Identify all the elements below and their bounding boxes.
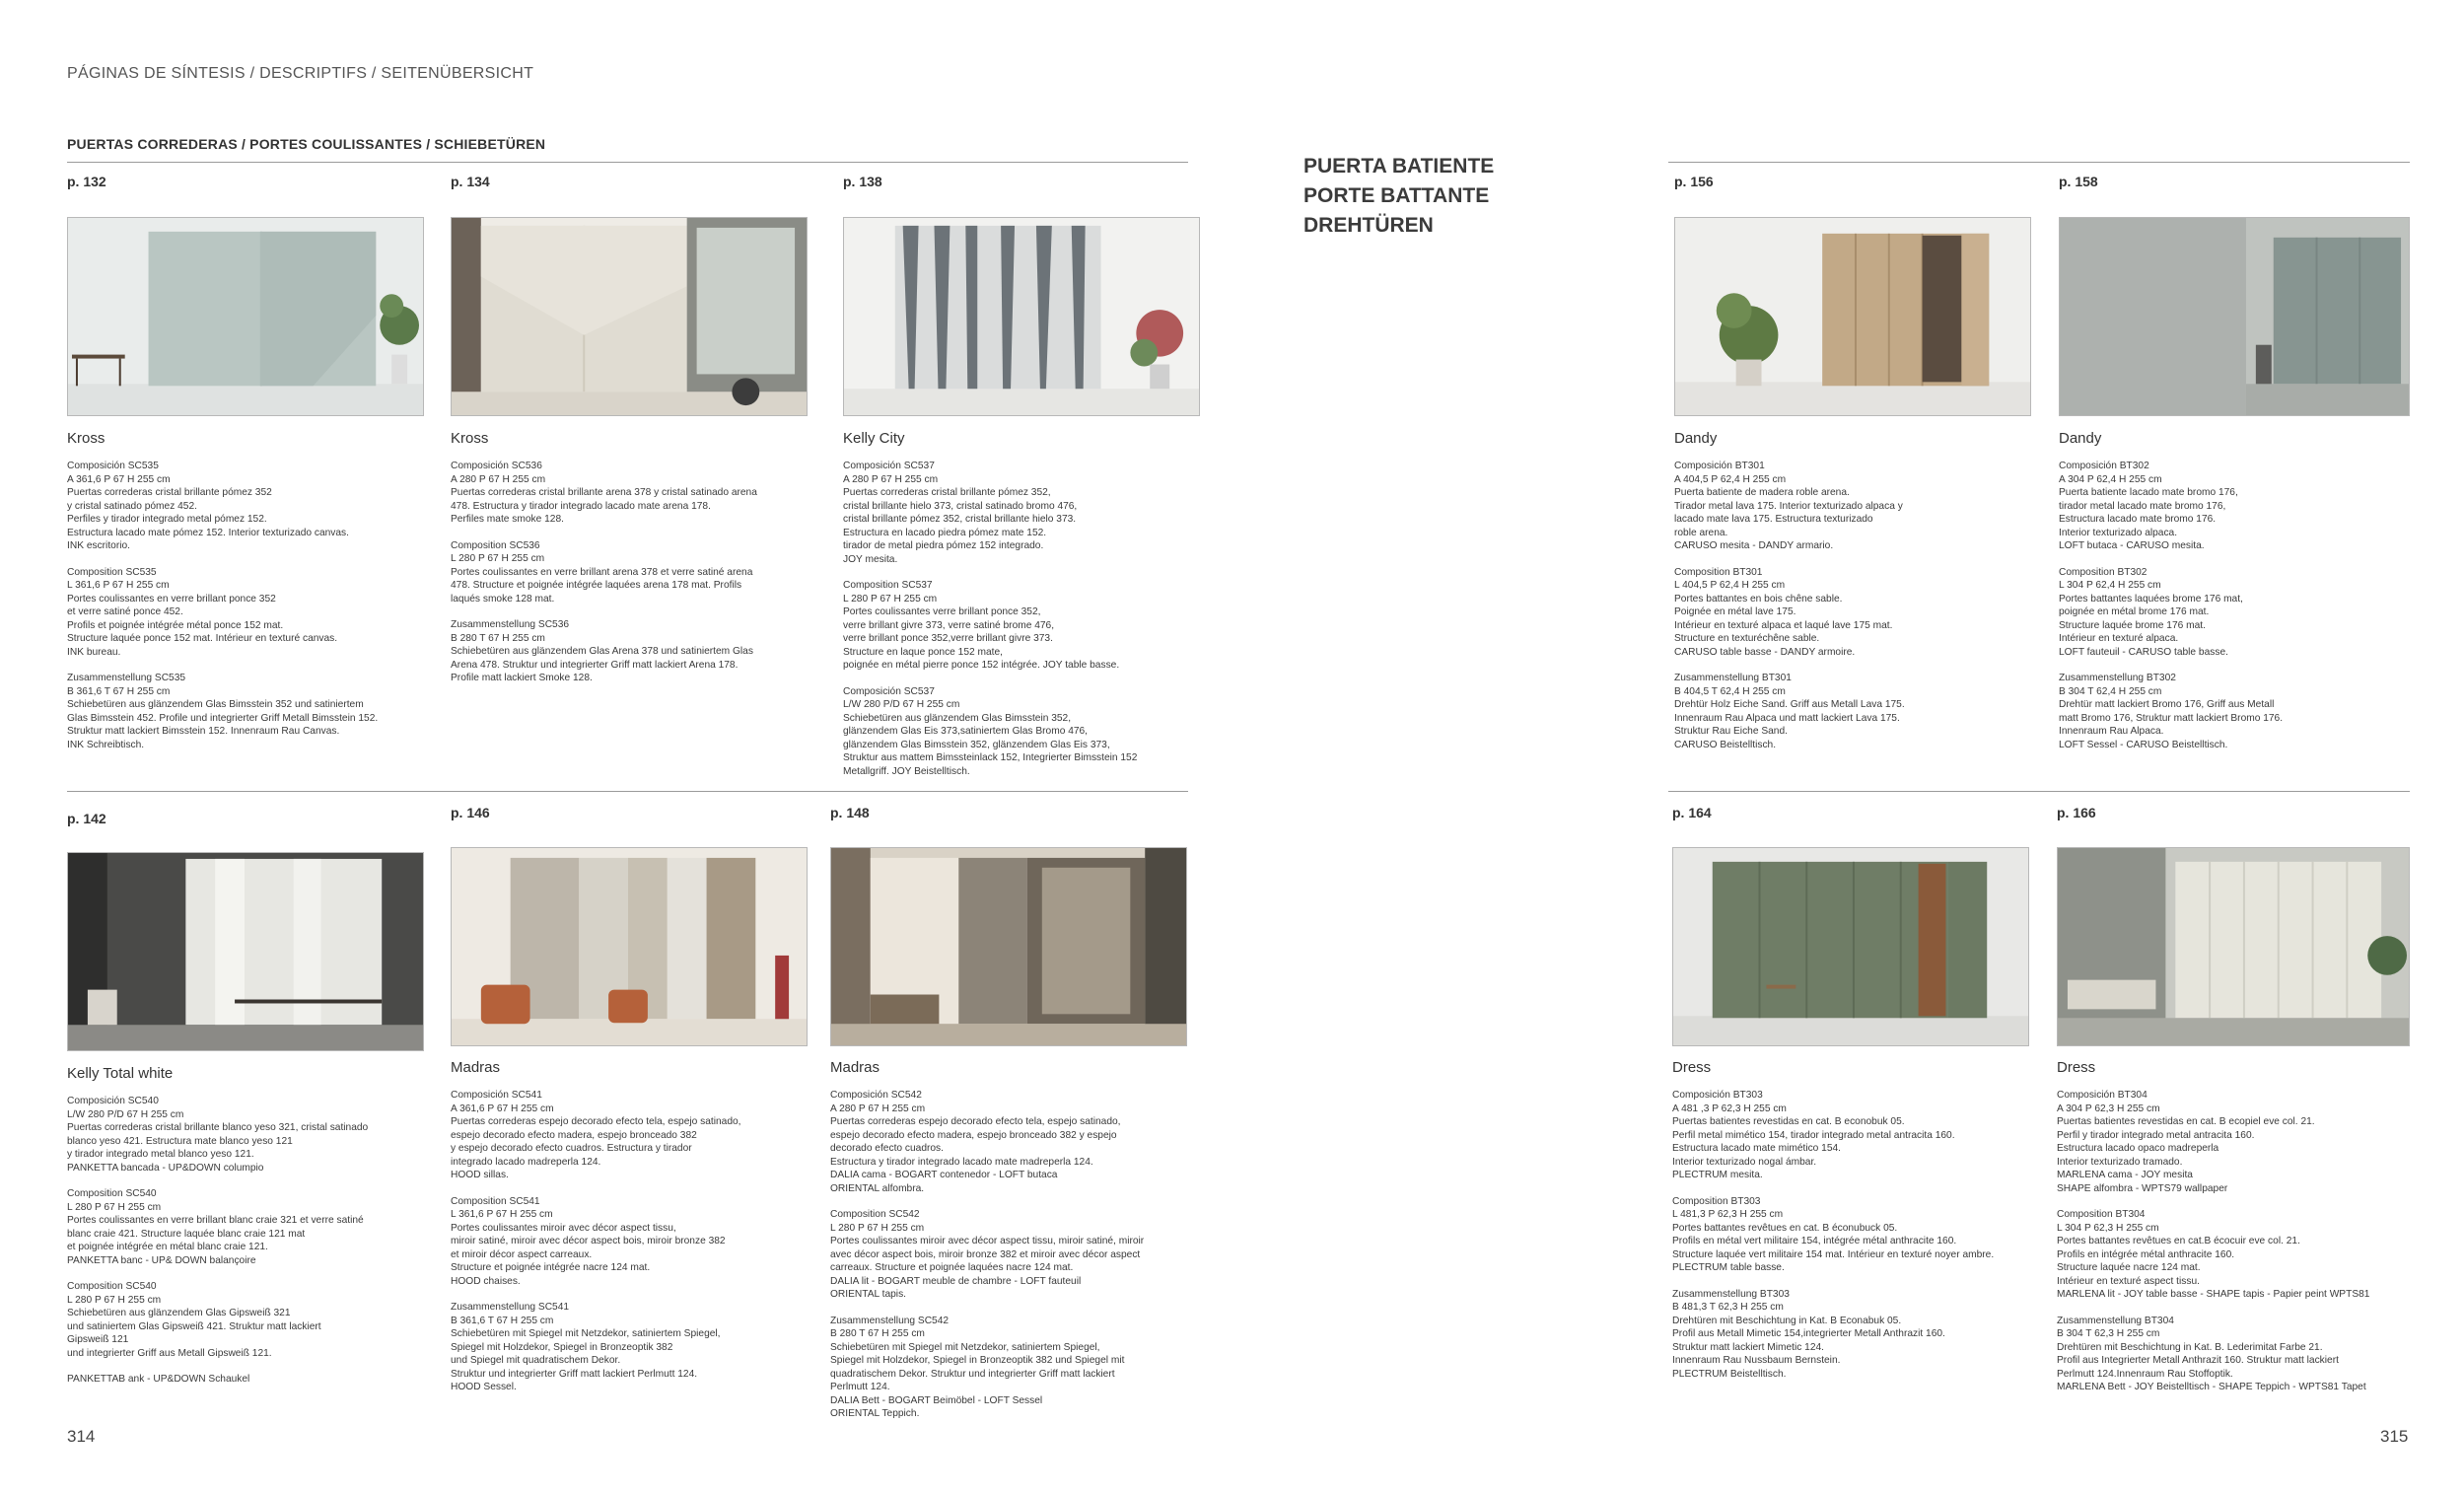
section-title-sliding-doors: PUERTAS CORREDERAS / PORTES COULISSANTES / SCHIEBETÜREN xyxy=(67,136,546,152)
product-photo-dandy-156 xyxy=(1674,217,2031,416)
hinged-title-de: DREHTÜREN xyxy=(1303,214,1434,237)
desc-es: Composición SC535 A 361,6 P 67 H 255 cm Puertas correderas cristal brillante pómez 352 y cristal satinado pómez 452. Perfiles y tirador integrado metal pómez 152. Estructura lacado mate pómez 152. Interior texturizado canvas. INK escritorio. xyxy=(67,461,349,551)
product-desc-156 xyxy=(1674,460,2049,751)
desc-fr: Composition SC535 L 361,6 P 67 H 255 cm Portes coulissantes en verre brillant ponce 352 et verre satiné ponce 452. Profils et poignée intégrée métal ponce 152 mat. Structure laquée ponce 152 mat. Intérieur en texturé canvas. INK bureau. xyxy=(67,566,338,658)
product-name-142: Kelly Total white xyxy=(67,1065,174,1082)
product-photo-kelly-total-white-142 xyxy=(67,852,424,1051)
product-photo-dandy-158 xyxy=(2059,217,2410,416)
desc-fr: Composition SC542 L 280 P 67 H 255 cm Portes coulissantes miroir avec décor aspect tissu, miroir satiné, miroir avec décor aspect bois, miroir bronze 382 et miroir avec décor aspect carreaux. Structure et poignée laquées nacre 124 mat. DALIA lit - BOGART meuble de chambre - LOFT fauteuil ORIENTAL tapis. xyxy=(830,1209,1145,1300)
product-name-132: Kross xyxy=(67,430,106,447)
desc-fr: Composition BT302 L 304 P 62,4 H 255 cm Portes battantes laquées brome 176 mat, poignée en métal brome 176 mat. Structure laquée brome 176 mat. Intérieur en texturé alpaca. LOFT fauteuil - CARUSO table basse. xyxy=(2059,566,2243,658)
desc-fr: Composition BT304 L 304 P 62,3 H 255 cm Portes battantes revêtues en cat.B écocuir eve col. 21. Profils en intégrée métal anthracite 160. Structure laquée nacre 124 mat. Intérieur en texturé aspect tissu. MARLENA lit - JOY table basse - SHAPE tapis - Papier peint WPTS81 xyxy=(2057,1209,2370,1300)
product-name-156: Dandy xyxy=(1674,430,1718,447)
product-desc-164 xyxy=(1672,1089,2047,1381)
divider-middle-left xyxy=(67,791,1188,792)
divider-top-right xyxy=(1668,162,2410,163)
desc-es: Composición BT304 A 304 P 62,3 H 255 cm Puertas batientes revestidas en cat. B ecopiel eve col. 21. Perfil y tirador integrado metal antracita 160. Estructura lacado opaco madreperla Interior texturizado tramado. MARLENA cama - JOY mesita SHAPE alfombra - WPTS79 wallpaper xyxy=(2057,1090,2315,1194)
page-ref-164: p. 164 xyxy=(1672,805,1712,820)
product-desc-142 xyxy=(67,1095,442,1387)
desc-fr: Composition BT303 L 481,3 P 62,3 H 255 cm Portes battantes revêtues en cat. B éconubuck 05. Profils en métal vert militaire 154, intégrée métal anthracite 160. Structure laquée vert militaire 154 mat. Intérieur en texturé noyer ambre. PLECTRUM table basse. xyxy=(1672,1195,1995,1273)
page-ref-138: p. 138 xyxy=(843,174,882,189)
divider-top-left xyxy=(67,162,1188,163)
product-desc-158 xyxy=(2059,460,2414,751)
page-ref-132: p. 132 xyxy=(67,174,106,189)
desc-es: Composición SC536 A 280 P 67 H 255 cm Puertas correderas cristal brillante arena 378 y cristal satinado arena 478. Estructura y tirador integrado lacado mate arena 178. Perfiles mate smoke 128. xyxy=(451,461,757,525)
desc-es: Composición BT302 A 304 P 62,4 H 255 cm Puerta batiente lacado mate bromo 176, tirador metal lacado mate bromo 176, Estructura lacado mate bromo 176. Interior texturizado alpaca. LOFT butaca - CARUSO mesita. xyxy=(2059,461,2238,551)
desc-extra: PANKETTAB ank - UP&DOWN Schaukel xyxy=(67,1374,250,1385)
desc-es: Composición SC541 A 361,6 P 67 H 255 cm Puertas correderas espejo decorado efecto tela, espejo satinado, espejo decorado efecto madera, espejo bronceado 382 y espejo decorado efecto cuadros. Estructura y tirador integrado lacado madreperla 124. HOOD sillas. xyxy=(451,1090,741,1180)
desc-es: Composición SC540 L/W 280 P/D 67 H 255 cm Puertas correderas cristal brillante blanco yeso 321, cristal satinado blanco yeso 421. Estructura mate blanco yeso 121 y tirador integrado metal blanco yeso 121. PANKETTA bancada - UP&DOWN columpio xyxy=(67,1096,369,1174)
product-desc-132 xyxy=(67,460,442,751)
product-name-166: Dress xyxy=(2057,1059,2096,1076)
page-ref-158: p. 158 xyxy=(2059,174,2098,189)
product-desc-166 xyxy=(2057,1089,2441,1394)
product-desc-138 xyxy=(843,460,1198,778)
desc-de: Zusammenstellung SC542 B 280 T 67 H 255 cm Schiebetüren mit Spiegel mit Netzdekor, satiniertem Spiegel, Spiegel mit Holzdekor, Spiegel in Bronzeoptik 382 und Spiegel mit quadratischem Dekor. Struktur und integrierter Griff matt lackiert Perlmutt 124. DALIA Bett - BOGART Beimöbel - LOFT Sessel ORIENTAL Teppich. xyxy=(830,1315,1125,1419)
page-number-right: 315 xyxy=(2380,1427,2409,1446)
desc-de: Composition SC540 L 280 P 67 H 255 cm Schiebetüren aus glänzendem Glas Gipsweiß 321 und satiniertem Glas Gipsweiß 421. Struktur matt lackiert Gipsweiß 121 und integrierter Griff aus Metall Gipsweiß 121. xyxy=(67,1281,321,1359)
desc-es: Composición BT301 A 404,5 P 62,4 H 255 cm Puerta batiente de madera roble arena. Tirador metal lava 175. Interior texturizado alpaca y lacado mate lava 175. Estructura texturizado roble arena. CARUSO mesita - DANDY armario. xyxy=(1674,461,1903,551)
page-ref-146: p. 146 xyxy=(451,805,490,820)
product-photo-kelly-city-138 xyxy=(843,217,1200,416)
desc-de: Zusammenstellung SC541 B 361,6 T 67 H 255 cm Schiebetüren mit Spiegel mit Netzdekor, satiniertem Spiegel, Spiegel mit Holzdekor, Spiegel in Bronzeoptik 382 und Spiegel mit quadratischem Dekor. Struktur und integrierter Griff matt lackiert Perlmutt 124. HOOD Sessel. xyxy=(451,1302,721,1392)
divider-middle-right xyxy=(1668,791,2410,792)
desc-es: Composición SC542 A 280 P 67 H 255 cm Puertas correderas espejo decorado efecto tela, espejo satinado, espejo decorado efecto madera, espejo bronceado 382 y espejo decorado efecto cuadros. Estructura y tirador integrado lacado mate madreperla 124. DALIA cama - BOGART contenedor - LOFT butaca ORIENTAL alfombra. xyxy=(830,1090,1121,1194)
hinged-title-es: PUERTA BATIENTE xyxy=(1303,155,1495,178)
page-ref-166: p. 166 xyxy=(2057,805,2096,820)
desc-de: Zusammenstellung BT302 B 304 T 62,4 H 255 cm Drehtür matt lackiert Bromo 176, Griff aus Metall matt Bromo 176, Struktur matt lackiert Bromo 176. Innenraum Rau Alpaca. LOFT Sessel - CARUSO Beistelltisch. xyxy=(2059,673,2284,750)
desc-de: Zusammenstellung SC536 B 280 T 67 H 255 cm Schiebetüren aus glänzendem Glas Arena 378 und satiniertem Glas Arena 478. Struktur und integrierter Griff matt lackiert Arena 178. Profile matt lackiert Smoke 128. xyxy=(451,619,753,683)
product-photo-madras-148 xyxy=(830,847,1187,1046)
product-desc-134 xyxy=(451,460,845,685)
product-photo-kross-132 xyxy=(67,217,424,416)
product-name-134: Kross xyxy=(451,430,489,447)
desc-fr: Composition SC541 L 361,6 P 67 H 255 cm Portes coulissantes miroir avec décor aspect tissu, miroir satiné, miroir avec décor aspect bois, miroir bronze 382 et miroir décor aspect carreaux. Structure et poignée intégrée nacre 124 mat. HOOD chaises. xyxy=(451,1195,726,1287)
desc-de: Zusammenstellung SC535 B 361,6 T 67 H 255 cm Schiebetüren aus glänzendem Glas Bimsstein 352 und satiniertem Glas Bimsstein 452. Profile und integrierter Griff Metall Bimsstein 152. Struktur matt lackiert Bimsstein 152. Innenraum Rau Canvas. INK Schreibtisch. xyxy=(67,673,379,750)
desc-de: Zusammenstellung BT304 B 304 T 62,3 H 255 cm Drehtüren mit Beschichtung in Kat. B. Lederimitat Farbe 21. Profil aus Integrierter Metall Anthrazit 160. Struktur matt lackiert Perlmutt 124.Innenraum Rau Stoffoptik. MARLENA Bett - JOY Beistelltisch - SHAPE Teppich - WPTS81 Tapet xyxy=(2057,1315,2366,1392)
page-header: PÁGINAS DE SÍNTESIS / DESCRIPTIFS / SEITENÜBERSICHT xyxy=(67,65,534,82)
product-name-138: Kelly City xyxy=(843,430,905,447)
product-name-148: Madras xyxy=(830,1059,880,1076)
desc-fr: Composition BT301 L 404,5 P 62,4 H 255 cm Portes battantes en bois chêne sable. Poignée en métal lave 175. Intérieur en texturé alpaca et laqué lave 175 mat. Structure en texturéchêne sable. CARUSO table basse - DANDY armoire. xyxy=(1674,566,1893,658)
desc-de: Zusammenstellung BT303 B 481,3 T 62,3 H 255 cm Drehtüren mit Beschichtung in Kat. B Econabuk 05. Profil aus Metall Mimetic 154,integrierter Metall Anthrazit 160. Struktur matt lackiert Mimetic 124. Innenraum Rau Nussbaum Bernstein. PLECTRUM Beistelltisch. xyxy=(1672,1288,1945,1380)
page-ref-148: p. 148 xyxy=(830,805,870,820)
section-title-hinged-doors xyxy=(1303,152,1494,241)
product-name-158: Dandy xyxy=(2059,430,2102,447)
desc-es: Composición BT303 A 481 ,3 P 62,3 H 255 cm Puertas batientes revestidas en cat. B econobuk 05. Perfil metal mimético 154, tirador integrado metal antracita 160. Estructura lacado mate mimético 154. Interior texturizado nogal ámbar. PLECTRUM mesita. xyxy=(1672,1090,1955,1180)
product-photo-kross-134 xyxy=(451,217,808,416)
page-number-left: 314 xyxy=(67,1427,96,1446)
desc-fr: Composition SC536 L 280 P 67 H 255 cm Portes coulissantes en verre brillant arena 378 et verre satiné arena 478. Structure et poignée intégrée laquées arena 178 mat. Profils laqués smoke 128 mat. xyxy=(451,539,753,605)
desc-fr: Composition SC540 L 280 P 67 H 255 cm Portes coulissantes en verre brillant blanc craie 321 et verre satiné blanc craie 421. Structure laquée blanc craie 121 mat et poignée intégrée en métal blanc craie 121. PANKETTA banc - UP& DOWN balançoire xyxy=(67,1188,364,1266)
page-ref-156: p. 156 xyxy=(1674,174,1714,189)
product-name-146: Madras xyxy=(451,1059,501,1076)
desc-fr: Composition SC537 L 280 P 67 H 255 cm Portes coulissantes verre brillant ponce 352, verre brillant givre 373, verre satiné brome 476, verre brillant ponce 352,verre brillant givre 373. Structure en laque ponce 152 mate, poignée en métal pierre ponce 152 intégrée. JOY table basse. xyxy=(843,580,1120,671)
product-photo-dress-164 xyxy=(1672,847,2029,1046)
product-desc-148 xyxy=(830,1089,1195,1421)
desc-es: Composición SC537 A 280 P 67 H 255 cm Puertas correderas cristal brillante pómez 352, cristal brillante hielo 373, cristal satinado bromo 476, cristal brillante pómez 352, cristal brillante hielo 373. Estructura en lacado piedra pómez mate 152. tirador de metal piedra pómez 152 integrado. JOY mesita. xyxy=(843,461,1078,565)
product-name-164: Dress xyxy=(1672,1059,1712,1076)
page-ref-142: p. 142 xyxy=(67,811,106,826)
page-ref-134: p. 134 xyxy=(451,174,490,189)
product-photo-madras-146 xyxy=(451,847,808,1046)
desc-de: Zusammenstellung BT301 B 404,5 T 62,4 H 255 cm Drehtür Holz Eiche Sand. Griff aus Metall Lava 175. Innenraum Rau Alpaca und matt lackiert Lava 175. Struktur Rau Eiche Sand. CARUSO Beistelltisch. xyxy=(1674,673,1905,750)
product-photo-dress-166 xyxy=(2057,847,2410,1046)
product-desc-146 xyxy=(451,1089,825,1394)
desc-de: Composición SC537 L/W 280 P/D 67 H 255 cm Schiebetüren aus glänzendem Glas Bimsstein 352, glänzendem Glas Eis 373,satiniertem Glas Bromo 476, glänzendem Glas Bimsstein 352, glänzendem Glas Eis 373, Struktur aus mattem Bimssteinlack 152, Integrierter Bimsstein 152 Metallgriff. JOY Beistelltisch. xyxy=(843,685,1138,777)
hinged-title-fr: PORTE BATTANTE xyxy=(1303,184,1490,207)
